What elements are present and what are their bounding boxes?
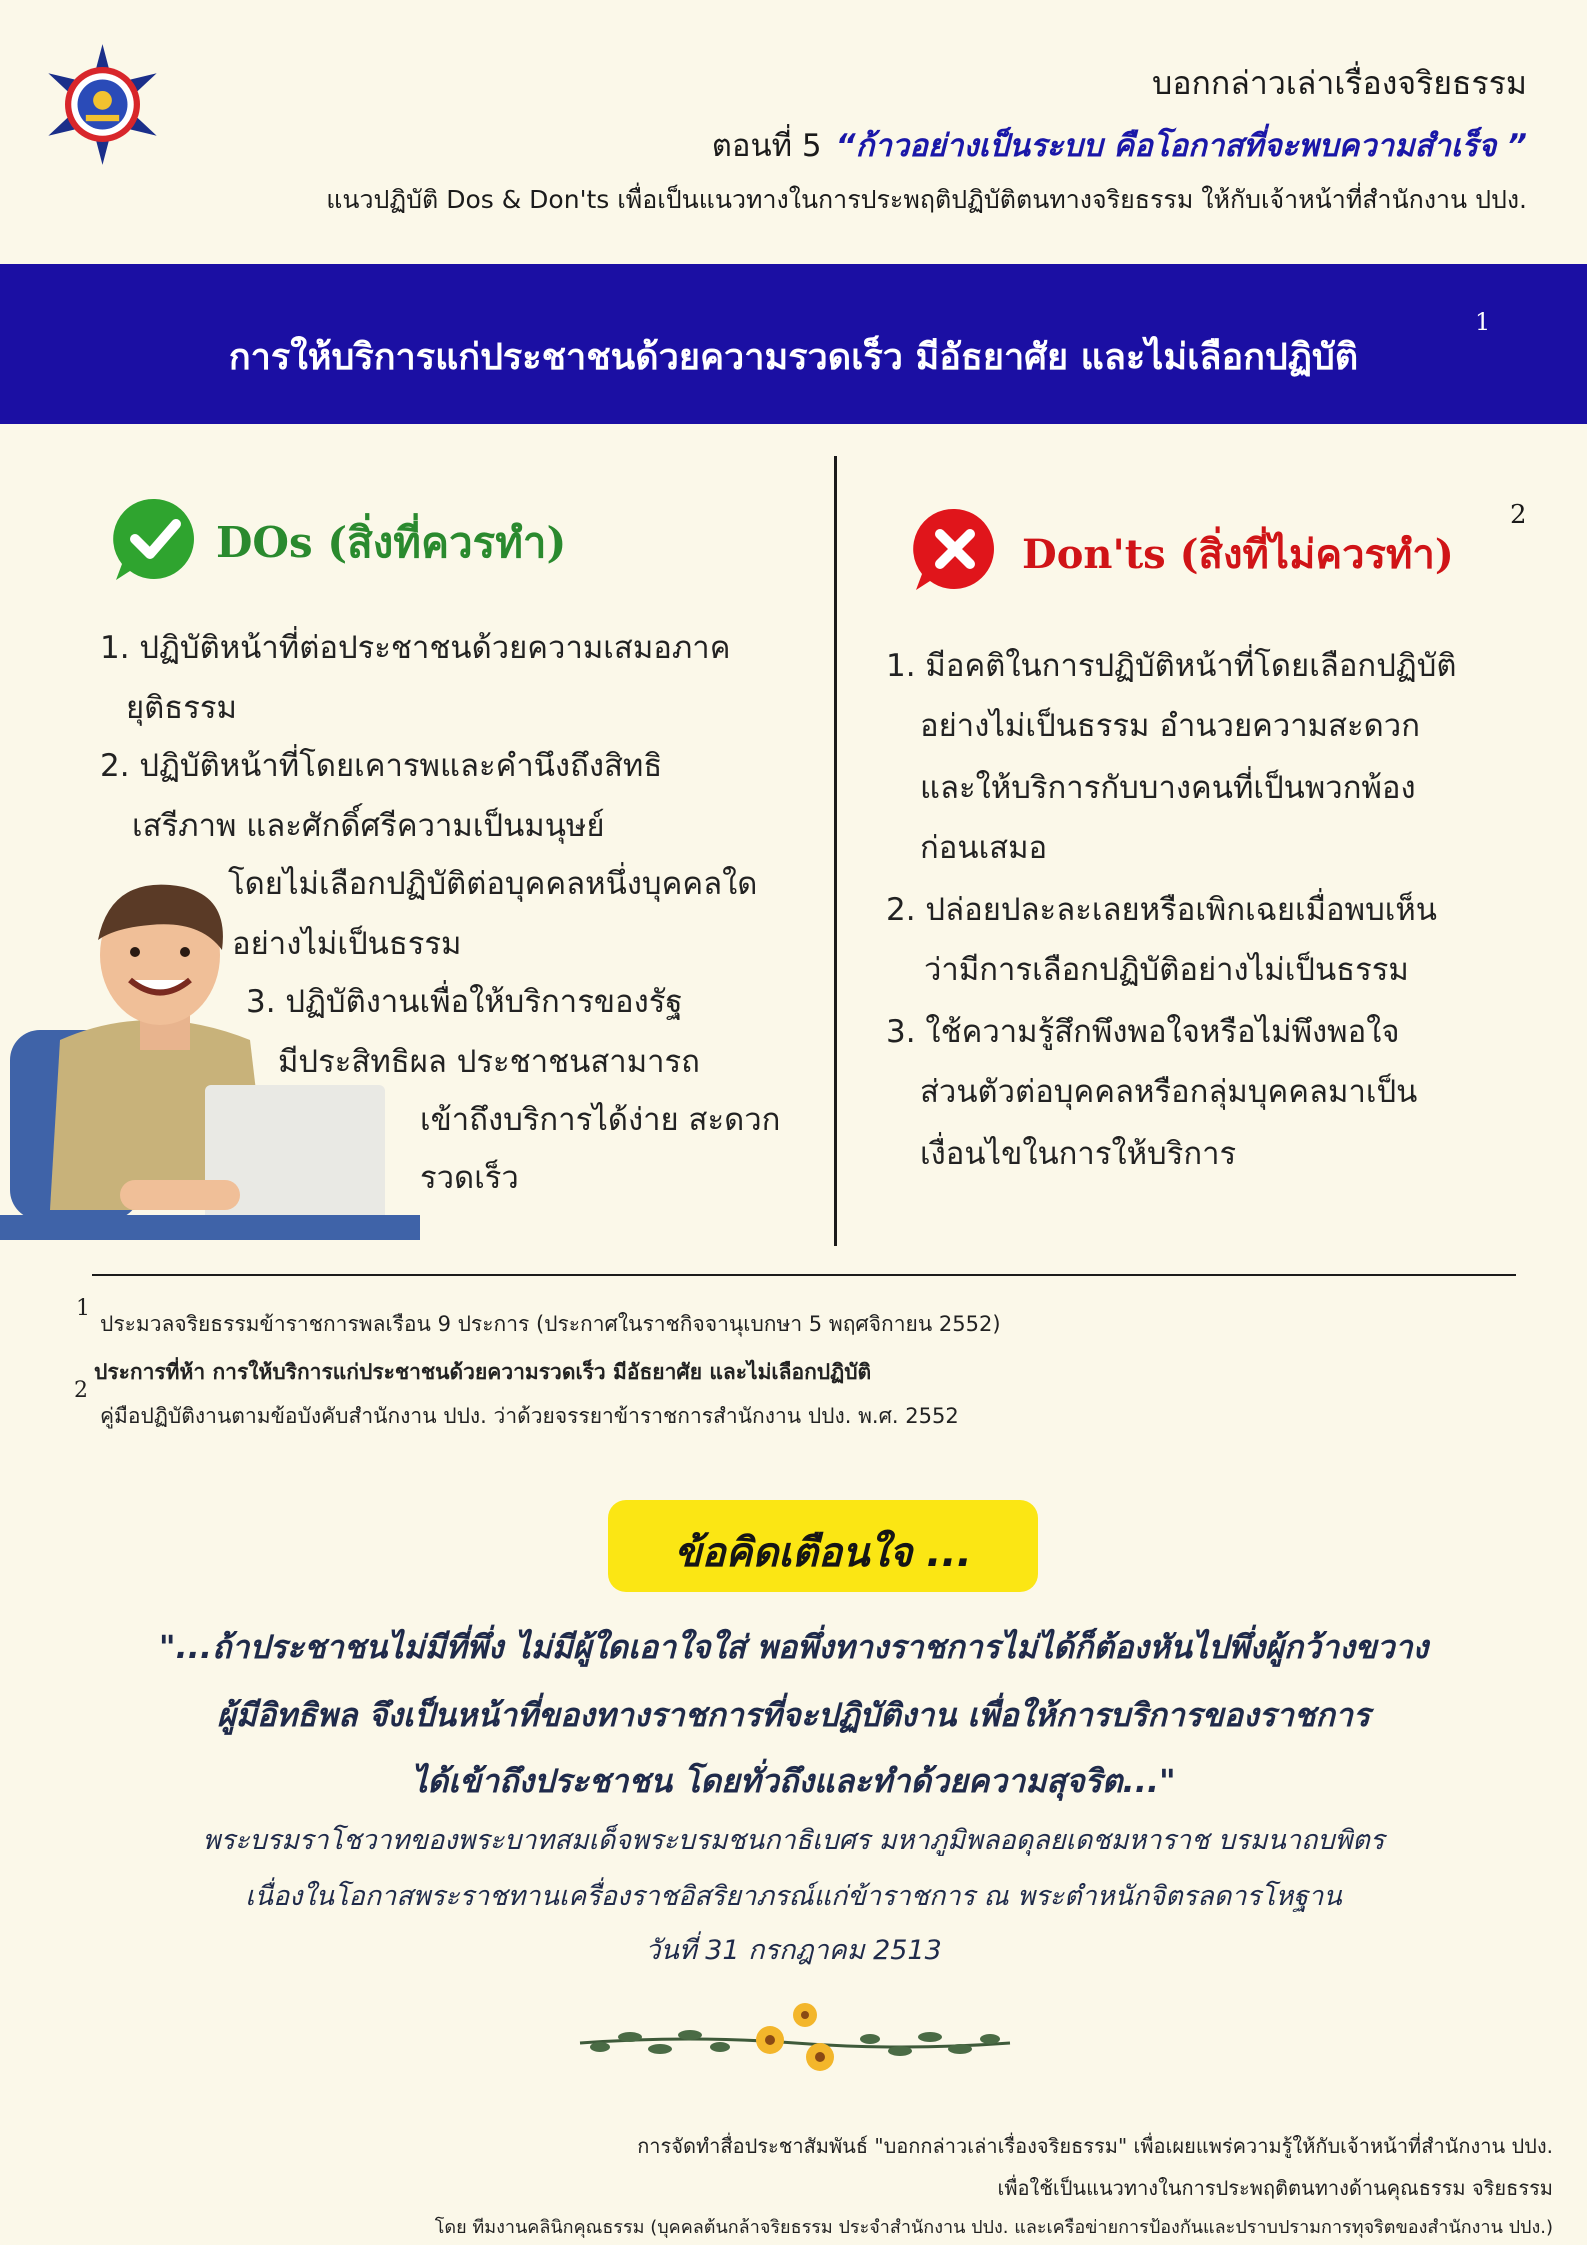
footer-line: โดย ทีมงานคลินิกคุณธรรม (บุคคลต้นกล้าจริยธรรม ประจำสำนักงาน ปปง. และเครือข่ายการป้องกันและปราบปรามการทุจริตของสำนักงาน ปปง.) [434,2217,1553,2238]
dos-line: 3. ปฏิบัติงานเพื่อให้บริการของรัฐ [246,984,683,1020]
dos-line: มีประสิทธิผล ประชาชนสามารถ [278,1044,700,1080]
quote-line: ได้เข้าถึงประชาชน โดยทั่วถึงและทำด้วยความสุจริต..." [411,1762,1176,1800]
donts-line: และให้บริการกับบางคนที่เป็นพวกพ้อง [920,770,1416,806]
header-subtitle: แนวปฏิบัติ Dos & Don'ts เพื่อเป็นแนวทางในการประพฤติปฏิบัติตนทางจริยธรรม ให้กับเจ้าหน้าที่สำนักงาน ปปง. [326,185,1527,214]
officer-illustration [0,880,420,1240]
section-rule [92,1274,1516,1276]
dos-line: โดยไม่เลือกปฏิบัติต่อบุคคลหนึ่งบุคคลใด [228,866,758,902]
donts-heading: Don'ts (สิ่งที่ไม่ควรทำ) [1022,531,1454,578]
quote-line: "...ถ้าประชาชนไม่มีที่พึ่ง ไม่มีผู้ใดเอาใจใส่ พอพึ่งทางราชการไม่ได้ก็ต้องหันไปพึ่งผู้กว้างขวาง [158,1628,1429,1666]
floral-vine-ornament [570,1985,1020,2095]
footnote-1-line: ประมวลจริยธรรมข้าราชการพลเรือน 9 ประการ (ประกาศในราชกิจจานุเบกษา 5 พฤศจิกายน 2552) [100,1312,1001,1336]
dos-line: 2. ปฏิบัติหน้าที่โดยเคารพและคำนึงถึงสิทธิ [100,748,663,784]
dos-line: อย่างไม่เป็นธรรม [232,926,462,962]
banner-title: การให้บริการแก่ประชาชนด้วยความรวดเร็ว มีอัธยาศัย และไม่เลือกปฏิบัติ [228,337,1359,378]
episode-label: ตอนที่ 5 [711,128,822,164]
footnote-1-detail: ประการที่ห้า การให้บริการแก่ประชาชนด้วยความรวดเร็ว มีอัธยาศัย และไม่เลือกปฏิบัติ [94,1360,872,1384]
column-divider [834,456,837,1246]
footnote-2-marker: 2 [74,1378,88,1403]
dos-line: เสรีภาพ และศักดิ์ศรีความเป็นมนุษย์ [132,808,605,844]
donts-footnote-ref: 2 [1510,500,1527,530]
donts-line: ก่อนเสมอ [920,830,1048,866]
attribution-line: พระบรมราโชวาทของพระบาทสมเด็จพระบรมชนกาธิเบศร มหาภูมิพลอดุลยเดชมหาราช บรมนาถบพิตร [202,1825,1385,1856]
footer-line: การจัดทำสื่อประชาสัมพันธ์ "บอกกล่าวเล่าเรื่องจริยธรรม" เพื่อเผยแพร่ความรู้ให้กับเจ้าหน้าที่สำนักงาน ปปง. [637,2134,1553,2158]
reminder-label: ข้อคิดเตือนใจ ... [674,1530,972,1576]
donts-line: 2. ปล่อยปละละเลยหรือเพิกเฉยเมื่อพบเห็น [886,892,1437,928]
cross-icon [910,504,1000,594]
dos-line: 1. ปฏิบัติหน้าที่ต่อประชาชนด้วยความเสมอภาค [100,630,731,666]
episode-title: “ก้าวอย่างเป็นระบบ คือโอกาสที่จะพบความสำเร็จ ” [835,128,1527,164]
banner-footnote-ref: 1 [1475,308,1491,336]
dos-heading: DOs (สิ่งที่ควรทำ) [216,518,567,567]
attribution-date: วันที่ 31 กรกฎาคม 2513 [645,1935,942,1966]
donts-line: ส่วนตัวต่อบุคคลหรือกลุ่มบุคคลมาเป็น [920,1074,1418,1110]
donts-line: 3. ใช้ความรู้สึกพึงพอใจหรือไม่พึงพอใจ [886,1014,1400,1050]
dos-line: ยุติธรรม [126,690,237,726]
footnote-2-line: คู่มือปฏิบัติงานตามข้อบังคับสำนักงาน ปปง. ว่าด้วยจรรยาข้าราชการสำนักงาน ปปง. พ.ศ. 2552 [100,1404,959,1428]
dos-line: เข้าถึงบริการได้ง่าย สะดวก [420,1102,781,1138]
quote-line: ผู้มีอิทธิพล จึงเป็นหน้าที่ของทางราชการที่จะปฏิบัติงาน เพื่อให้การบริการของราชการ [216,1696,1371,1734]
donts-line: อย่างไม่เป็นธรรม อำนวยความสะดวก [920,708,1420,744]
check-icon [110,494,200,584]
office-logo-emblem [40,42,165,167]
episode-line [712,120,1527,170]
donts-line: เงื่อนไขในการให้บริการ [920,1136,1237,1172]
donts-line: ว่ามีการเลือกปฏิบัติอย่างไม่เป็นธรรม [924,952,1409,988]
footer-line: เพื่อใช้เป็นแนวทางในการประพฤติตนทางด้านคุณธรรม จริยธรรม [997,2176,1553,2200]
attribution-line: เนื่องในโอกาสพระราชทานเครื่องราชอิสริยาภรณ์แก่ข้าราชการ ณ พระตำหนักจิตรลดารโหฐาน [245,1881,1342,1912]
footnote-1-marker: 1 [76,1296,90,1321]
dos-line: รวดเร็ว [420,1160,519,1196]
donts-line: 1. มีอคติในการปฏิบัติหน้าที่โดยเลือกปฏิบัติ [886,648,1457,684]
series-title: บอกกล่าวเล่าเรื่องจริยธรรม [1152,64,1527,102]
